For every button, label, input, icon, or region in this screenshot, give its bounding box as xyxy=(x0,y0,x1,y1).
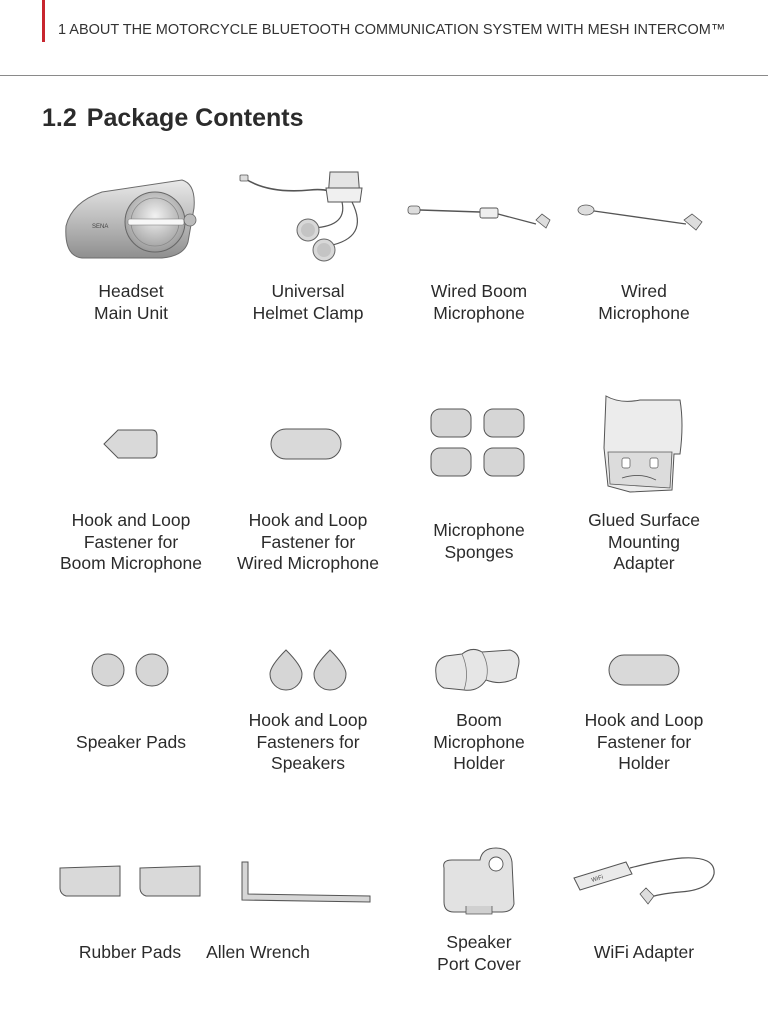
item-label: WiFi Adapter xyxy=(593,942,695,962)
item-label: Hook and Loop Fastener for Wired Microphone xyxy=(237,510,379,573)
svg-text:SENA: SENA xyxy=(92,224,109,230)
item-label: Headset Main Unit xyxy=(94,281,168,323)
wifi-adapter-icon xyxy=(570,850,720,910)
item-label: Speaker Port Cover xyxy=(437,932,521,974)
speaker-pads-icon xyxy=(90,652,172,688)
item-label: Wired Boom Microphone xyxy=(430,281,528,323)
item-label: Hook and Loop Fasteners for Speakers xyxy=(248,710,368,773)
section-title-text: Package Contents xyxy=(86,104,304,132)
running-header: 1 ABOUT THE MOTORCYCLE BLUETOOTH COMMUNICATION SYSTEM WITH MESH INTERCOM™ xyxy=(58,22,726,38)
helmet-clamp-icon xyxy=(238,168,378,264)
allen-wrench-icon xyxy=(238,860,374,906)
item-label: Universal Helmet Clamp xyxy=(252,281,364,323)
item-label: Boom Microphone Holder xyxy=(433,710,525,773)
item-label: Microphone Sponges xyxy=(433,520,525,562)
page-accent-bar xyxy=(42,0,45,42)
header-divider xyxy=(0,75,768,76)
rubber-pads-icon xyxy=(58,864,204,898)
speaker-fasteners-icon xyxy=(266,648,350,692)
holder-fastener-icon xyxy=(608,654,680,686)
headset-icon xyxy=(62,178,198,260)
item-label: Hook and Loop Fastener for Holder xyxy=(584,710,704,773)
boom-holder-icon xyxy=(432,644,524,694)
boom-fastener-icon xyxy=(102,428,158,460)
svg-text:WiFi: WiFi xyxy=(590,874,605,884)
section-title xyxy=(42,104,304,133)
wired-microphone-icon xyxy=(576,200,710,234)
mounting-adapter-icon xyxy=(600,394,686,498)
item-label: Wired Microphone xyxy=(598,281,690,323)
wired-fastener-icon xyxy=(270,428,342,460)
port-cover-icon xyxy=(440,846,520,916)
item-label: Speaker Pads xyxy=(76,732,186,752)
item-label: Glued Surface Mounting Adapter xyxy=(588,510,700,573)
boom-microphone-icon xyxy=(406,200,552,234)
item-label: Hook and Loop Fastener for Boom Microphone xyxy=(59,510,203,573)
item-label: Rubber Pads xyxy=(78,942,182,962)
section-number: 1.2 xyxy=(42,104,77,132)
sponges-icon xyxy=(430,408,526,478)
item-label: Allen Wrench xyxy=(206,942,310,962)
